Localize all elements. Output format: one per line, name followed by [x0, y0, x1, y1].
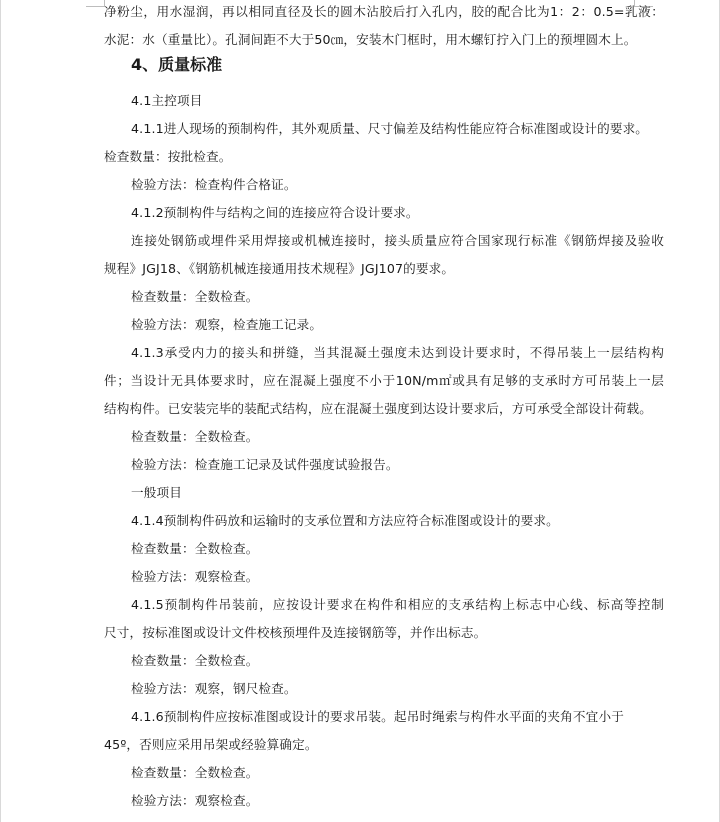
body-line: 检查数量：全数检查。	[131, 653, 259, 668]
body-line: 检查数量：按批检查。	[104, 149, 232, 164]
body-line: 检验方法：观察，检查施工记录。	[131, 317, 323, 332]
body-line: 检验方法：检查施工记录及试件强度试验报告。	[131, 457, 399, 472]
body-line: 连接处钢筋或埋件采用焊接或机械连接时，接头质量应符合国家现行标准《钢筋焊接及验收	[131, 233, 664, 248]
body-line: 4.1.2预制构件与结构之间的连接应符合设计要求。	[131, 205, 419, 220]
body-line: 结构构件。已安装完毕的装配式结构，应在混凝土强度到达设计要求后，方可承受全部设计荷载。	[104, 401, 652, 416]
section-heading: 4、质量标准	[131, 55, 223, 74]
body-line: 检查数量：全数检查。	[131, 765, 259, 780]
body-line: 4.1.4预制构件码放和运输时的支承位置和方法应符合标准图或设计的要求。	[131, 513, 559, 528]
body-line: 45º，否则应采用吊架或经验算确定。	[104, 737, 318, 752]
body-line: 检验方法：观察检查。	[131, 569, 259, 584]
body-line: 检验方法：观察检查。	[131, 793, 259, 808]
body-line: 尺寸，按标准图或设计文件校核预埋件及连接钢筋等，并作出标志。	[104, 625, 487, 640]
body-line: 检查数量：全数检查。	[131, 429, 259, 444]
body-line: 水泥：水（重量比）。孔洞间距不大于50㎝，安装木门框时，用木螺钉拧入门上的预埋圆木上。	[104, 32, 637, 47]
body-line: 检验方法：观察，钢尺检查。	[131, 681, 297, 696]
body-line: 4.1.1进人现场的预制构件，其外观质量、尺寸偏差及结构性能应符合标准图或设计的要求。	[131, 121, 649, 136]
body-line: 4.1.3承受内力的接头和拼缝，当其混凝土强度未达到设计要求时，不得吊装上一层结构构	[131, 345, 664, 360]
body-line: 件；当设计无具体要求时，应在混凝上强度不小于10N/m㎡或具有足够的支承时方可吊装上一层	[104, 373, 664, 388]
body-line: 4.1.5预制构件吊装前，应按设计要求在构件和相应的支承结构上标志中心线、标高等控制	[131, 597, 664, 612]
body-line: 检查数量：全数检查。	[131, 541, 259, 556]
body-line: 净粉尘，用水湿润，再以相同直径及长的圆木沾胶后打入孔内，胶的配合比为1：2：0.5=乳液：	[104, 4, 664, 19]
body-line: 4.1.6预制构件应按标准图或设计的要求吊装。起吊时绳索与构件水平面的夹角不宜小于	[131, 709, 624, 724]
body-line: 4.1主控项目	[131, 93, 203, 108]
body-line: 检验方法：检查构件合格证。	[131, 177, 297, 192]
body-line: 检查数量：全数检查。	[131, 289, 259, 304]
body-line: 一般项目	[131, 485, 182, 500]
body-line: 规程》JGJ18、《钢筋机械连接通用技术规程》JGJ107的要求。	[104, 261, 455, 276]
